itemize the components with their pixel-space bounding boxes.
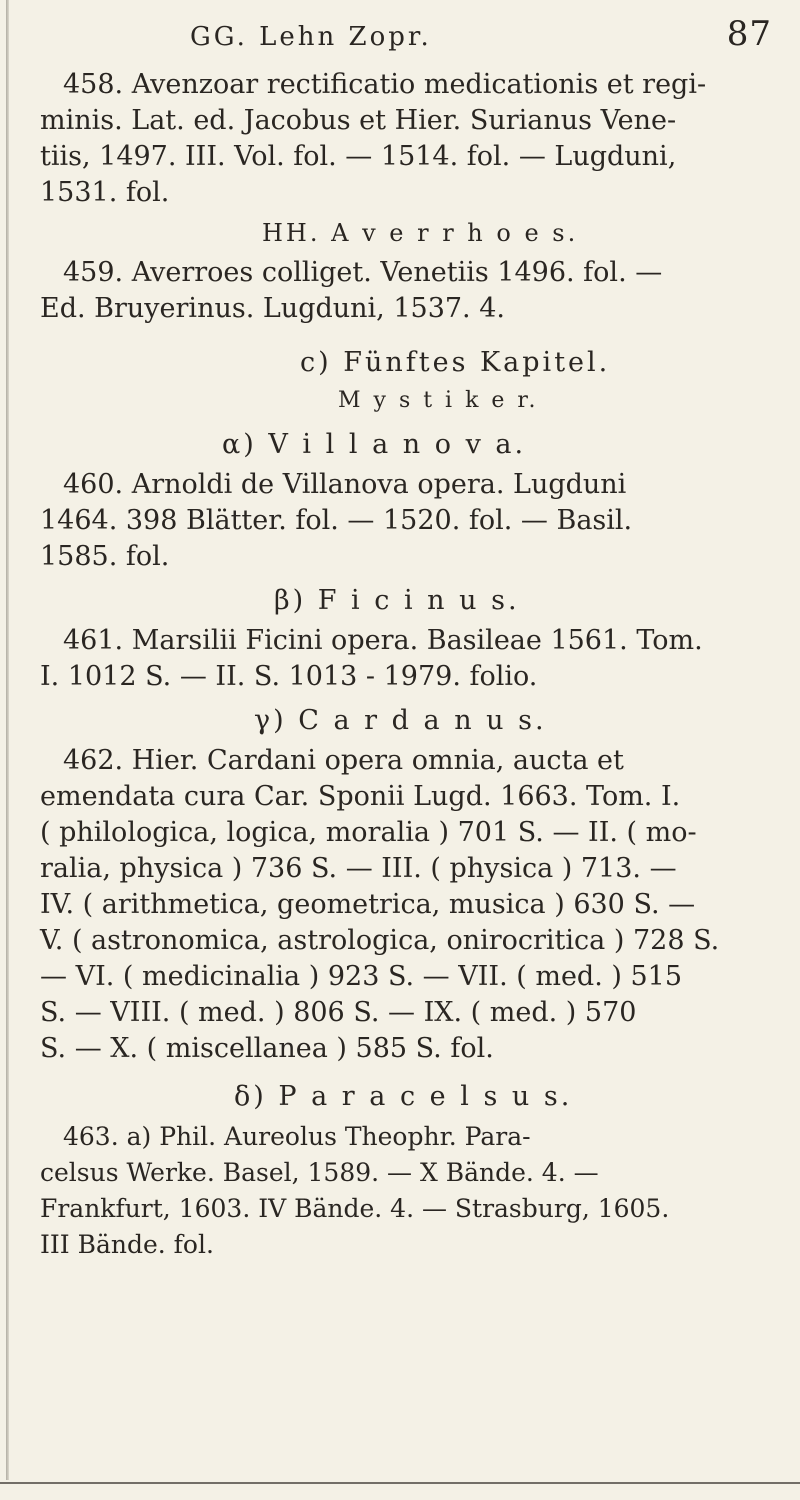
entry-460-line-3: 1585. fol. — [40, 541, 170, 572]
page-bottom-edge — [0, 1482, 800, 1484]
entry-463-line-4: III Bände. fol. — [40, 1230, 214, 1259]
entry-462-line-9: S. — X. ( miscellanea ) 585 S. fol. — [40, 1033, 494, 1064]
section-heading-fifth-chapter: c) Fünftes Kapitel. — [300, 347, 611, 378]
entry-462-line-6: V. ( astronomica, astrologica, onirocritica ) 728 S. — [40, 925, 720, 956]
entry-462-line-8: S. — VIII. ( med. ) 806 S. — IX. ( med. ) 570 — [40, 997, 637, 1028]
entry-463-line-2: celsus Werke. Basel, 1589. — X Bände. 4. — — [40, 1158, 599, 1187]
entry-463-line-1: 463. a) Phil. Aureolus Theophr. Para- — [63, 1122, 531, 1151]
entry-458-line-1: 458. Avenzoar rectificatio medicationis et regi- — [63, 69, 707, 100]
entry-462-line-1: 462. Hier. Cardani opera omnia, aucta et — [63, 745, 624, 776]
entry-462-line-3: ( philologica, logica, moralia ) 701 S. — II. ( mo- — [40, 817, 697, 848]
entry-462-line-2: emendata cura Car. Sponii Lugd. 1663. Tom. I. — [40, 781, 681, 812]
entry-459-line-1: 459. Averroes colliget. Venetiis 1496. fol. — — [63, 257, 663, 288]
section-subheading-mystiker: M y s t i k e r. — [338, 388, 539, 413]
subheading-villanova: α) V i l l a n o v a. — [222, 429, 527, 460]
subheading-cardanus: γ) C a r d a n u s. — [254, 705, 547, 736]
heading-averrhoes: HH. A v e r r h o e s. — [262, 219, 579, 247]
entry-462-line-7: — VI. ( medicinalia ) 923 S. — VII. ( med. ) 515 — [40, 961, 683, 992]
entry-458-line-4: 1531. fol. — [40, 177, 170, 208]
entry-462-line-4: ralia, physica ) 736 S. — III. ( physica ) 713. — — [40, 853, 677, 884]
running-header: GG. Lehn Zopr. — [190, 22, 432, 52]
entry-460-line-2: 1464. 398 Blätter. fol. — 1520. fol. — Basil. — [40, 505, 633, 536]
subheading-ficinus: β) F i c i n u s. — [274, 585, 520, 616]
entry-459-line-2: Ed. Bruyerinus. Lugduni, 1537. 4. — [40, 293, 505, 324]
page-edge-shadow — [6, 0, 9, 1480]
entry-458-line-3: tiis, 1497. III. Vol. fol. — 1514. fol. — Lugduni, — [40, 141, 677, 172]
entry-462-line-5: IV. ( arithmetica, geometrica, musica ) 630 S. — — [40, 889, 696, 920]
page-number: 87 — [726, 14, 772, 54]
entry-463-line-3: Frankfurt, 1603. IV Bände. 4. — Strasburg, 1605. — [40, 1194, 670, 1223]
entry-458-line-2: minis. Lat. ed. Jacobus et Hier. Surianus Vene- — [40, 105, 677, 136]
subheading-paracelsus: δ) P a r a c e l s u s. — [234, 1081, 573, 1112]
entry-460-line-1: 460. Arnoldi de Villanova opera. Lugduni — [63, 469, 627, 500]
entry-461-line-1: 461. Marsilii Ficini opera. Basileae 1561. Tom. — [63, 625, 703, 656]
entry-461-line-2: I. 1012 S. — II. S. 1013 - 1979. folio. — [40, 661, 538, 692]
